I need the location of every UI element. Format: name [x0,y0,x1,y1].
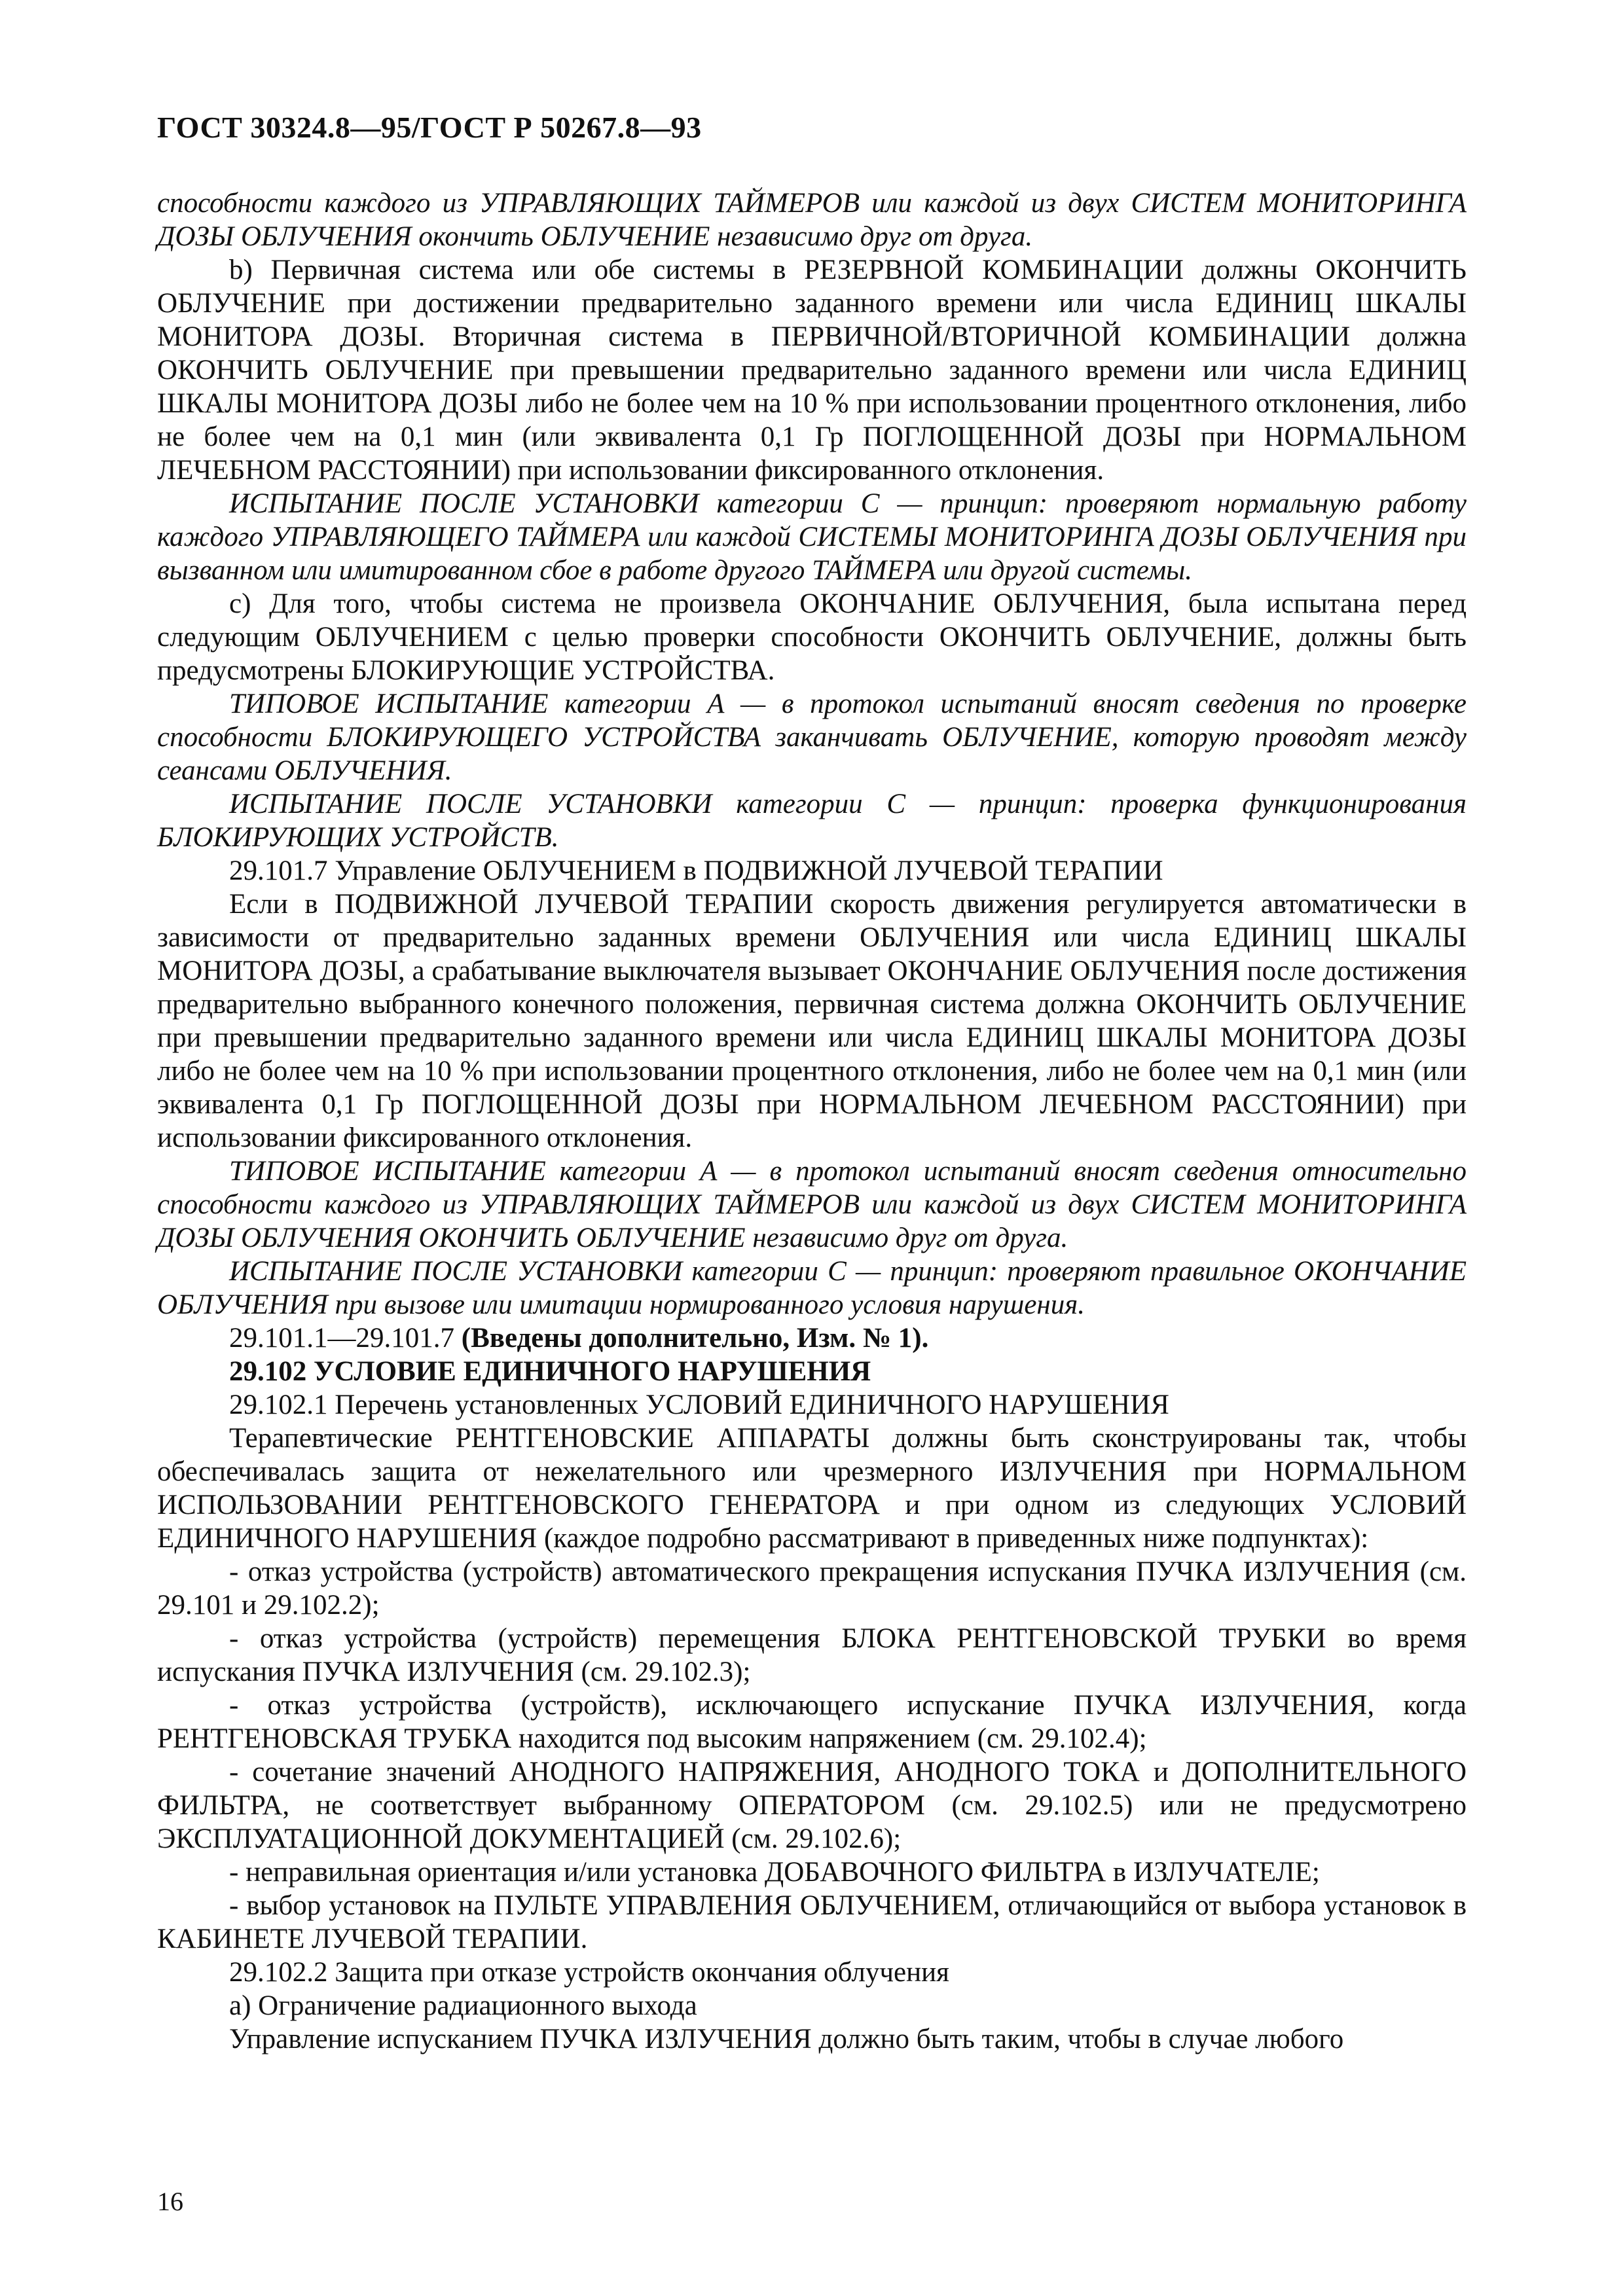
paragraph: ТИПОВОЕ ИСПЫТАНИЕ категории А — в протокол испытаний вносят сведения относительно способности каждого из УПРАВЛЯЮЩИХ ТАЙМЕРОВ или каждой из двух СИСТЕМ МОНИТОРИНГА ДОЗЫ ОБЛУЧЕНИЯ ОКОНЧИТЬ ОБЛУЧЕНИЕ независимо друг от друга. [157,1156,1467,1253]
subsection-title: 29.101.7 Управление ОБЛУЧЕНИЕМ в ПОДВИЖНОЙ ЛУЧЕВОЙ ТЕРАПИИ [229,855,1163,886]
paragraph: ТИПОВОЕ ИСПЫТАНИЕ категории А — в протокол испытаний вносят сведения по проверке способности БЛОКИРУЮЩЕГО УСТРОЙСТВА заканчивать ОБЛУЧЕНИЕ, которую проводят между сеансами ОБЛУЧЕНИЯ. [157,689,1467,786]
amendment-range: 29.101.1—29.101.7 [229,1323,454,1354]
amendment-note [157,1321,1467,1355]
paragraph: Если в ПОДВИЖНОЙ ЛУЧЕВОЙ ТЕРАПИИ скорость движения регулируется автоматически в зависимости от предварительно заданных времени ОБЛУЧЕНИЯ или числа ЕДИНИЦ ШКАЛЫ МОНИТОРА ДОЗЫ, а срабатывание выключателя вызывает ОКОНЧАНИЕ ОБЛУЧЕНИЯ после достижения предварительно выбранного конечного положения, первичная система должна ОКОНЧИТЬ ОБЛУЧЕНИЕ при превышении предварительно заданного времени или числа ЕДИНИЦ ШКАЛЫ МОНИТОРА ДОЗЫ либо не более чем на 10 % при использовании процентного отклонения, либо не более чем на 0,1 мин (или эквивалента 0,1 Гр ПОГЛОЩЕННОЙ ДОЗЫ при НОРМАЛЬНОМ ЛЕЧЕБНОМ РАССТОЯНИИ) при использовании фиксированного отклонения. [157,889,1467,1153]
subsection-title: 29.102.1 Перечень установленных УСЛОВИЙ ЕДИНИЧНОГО НАРУШЕНИЯ [229,1390,1169,1420]
list-item: - сочетание значений АНОДНОГО НАПРЯЖЕНИЯ, АНОДНОГО ТОКА и ДОПОЛНИТЕЛЬНОГО ФИЛЬТРА, не соответствует выбранному ОПЕРАТОРОМ (см. 29.102.5) или не предусмотрено ЭКСПЛУАТАЦИОННОЙ ДОКУМЕНТАЦИЕЙ (см. 29.102.6); [157,1757,1467,1854]
list-item: - выбор установок на ПУЛЬТЕ УПРАВЛЕНИЯ ОБЛУЧЕНИЕМ, отличающийся от выбора установок в КАБИНЕТЕ ЛУЧЕВОЙ ТЕРАПИИ. [157,1890,1467,1954]
subsection-title: 29.102.2 Защита при отказе устройств окончания облучения [229,1957,949,1988]
paragraph: ИСПЫТАНИЕ ПОСЛЕ УСТАНОВКИ категории С — принцип: проверка функционирования БЛОКИРУЮЩИХ УСТРОЙСТВ. [157,789,1467,853]
page-number: 16 [157,2187,183,2216]
paragraph: ИСПЫТАНИЕ ПОСЛЕ УСТАНОВКИ категории С — принцип: проверяют нормальную работу каждого УПРАВЛЯЮЩЕГО ТАЙМЕРА или каждой СИСТЕМЫ МОНИТОРИНГА ДОЗЫ ОБЛУЧЕНИЯ при вызванном или имитированном сбое в работе другого ТАЙМЕРА или другой системы. [157,488,1467,586]
paragraph: ИСПЫТАНИЕ ПОСЛЕ УСТАНОВКИ категории С — принцип: проверяют правильное ОКОНЧАНИЕ ОБЛУЧЕНИЯ при вызове или имитации нормированного условия нарушения. [157,1256,1467,1320]
body-text [157,187,1467,2056]
list-item: - отказ устройства (устройств) автоматического прекращения испускания ПУЧКА ИЗЛУЧЕНИЯ (см. 29.101 и 29.102.2); [157,1556,1467,1621]
paragraph: с) Для того, чтобы система не произвела ОКОНЧАНИЕ ОБЛУЧЕНИЯ, была испытана перед следующим ОБЛУЧЕНИЕМ с целью проверки способности ОКОНЧИТЬ ОБЛУЧЕНИЕ, должны быть предусмотрены БЛОКИРУЮЩИЕ УСТРОЙСТВА. [157,588,1467,686]
paragraph: Терапевтические РЕНТГЕНОВСКИЕ АППАРАТЫ должны быть сконструированы так, чтобы обеспечивалась защита от нежелательного или чрезмерного ИЗЛУЧЕНИЯ при НОРМАЛЬНОМ ИСПОЛЬЗОВАНИИ РЕНТГЕНОВСКОГО ГЕНЕРАТОРА и при одном из следующих УСЛОВИЙ ЕДИНИЧНОГО НАРУШЕНИЯ (каждое подробно рассматривают в приведенных ниже подпунктах): [157,1423,1467,1554]
paragraph: а) Ограничение радиационного выхода [229,1990,697,2021]
list-item: - отказ устройства (устройств), исключающего испускание ПУЧКА ИЗЛУЧЕНИЯ, когда РЕНТГЕНОВСКАЯ ТРУБКА находится под высоким напряжением (см. 29.102.4); [157,1690,1467,1754]
paragraph: способности каждого из УПРАВЛЯЮЩИХ ТАЙМЕРОВ или каждой из двух СИСТЕМ МОНИТОРИНГА ДОЗЫ ОБЛУЧЕНИЯ окончить ОБЛУЧЕНИЕ независимо друг от друга. [157,188,1467,252]
section-heading: 29.102 УСЛОВИЕ ЕДИНИЧНОГО НАРУШЕНИЯ [229,1356,871,1387]
page-header: ГОСТ 30324.8—95/ГОСТ Р 50267.8—93 [157,111,702,144]
list-item: - неправильная ориентация и/или установка ДОБАВОЧНОГО ФИЛЬТРА в ИЗЛУЧАТЕЛЕ; [229,1857,1320,1888]
list-item: - отказ устройства (устройств) перемещения БЛОКА РЕНТГЕНОВСКОЙ ТРУБКИ во время испускания ПУЧКА ИЗЛУЧЕНИЯ (см. 29.102.3); [157,1623,1467,1687]
amendment-text: (Введены дополнительно, Изм. № 1). [461,1323,929,1354]
paragraph: b) Первичная система или обе системы в РЕЗЕРВНОЙ КОМБИНАЦИИ должны ОКОНЧИТЬ ОБЛУЧЕНИЕ при достижении предварительно заданного времени или числа ЕДИНИЦ ШКАЛЫ МОНИТОРА ДОЗЫ. Вторичная система в ПЕРВИЧНОЙ/ВТОРИЧНОЙ КОМБИНАЦИИ должна ОКОНЧИТЬ ОБЛУЧЕНИЕ при превышении предварительно заданного времени или числа ЕДИНИЦ ШКАЛЫ МОНИТОРА ДОЗЫ либо не более чем на 10 % при использовании процентного отклонения, либо не более чем на 0,1 мин (или эквивалента 0,1 Гр ПОГЛОЩЕННОЙ ДОЗЫ при НОРМАЛЬНОМ ЛЕЧЕБНОМ РАССТОЯНИИ) при использовании фиксированного отклонения. [157,255,1467,486]
paragraph: Управление испусканием ПУЧКА ИЗЛУЧЕНИЯ должно быть таким, чтобы в случае любого [229,2024,1344,2054]
